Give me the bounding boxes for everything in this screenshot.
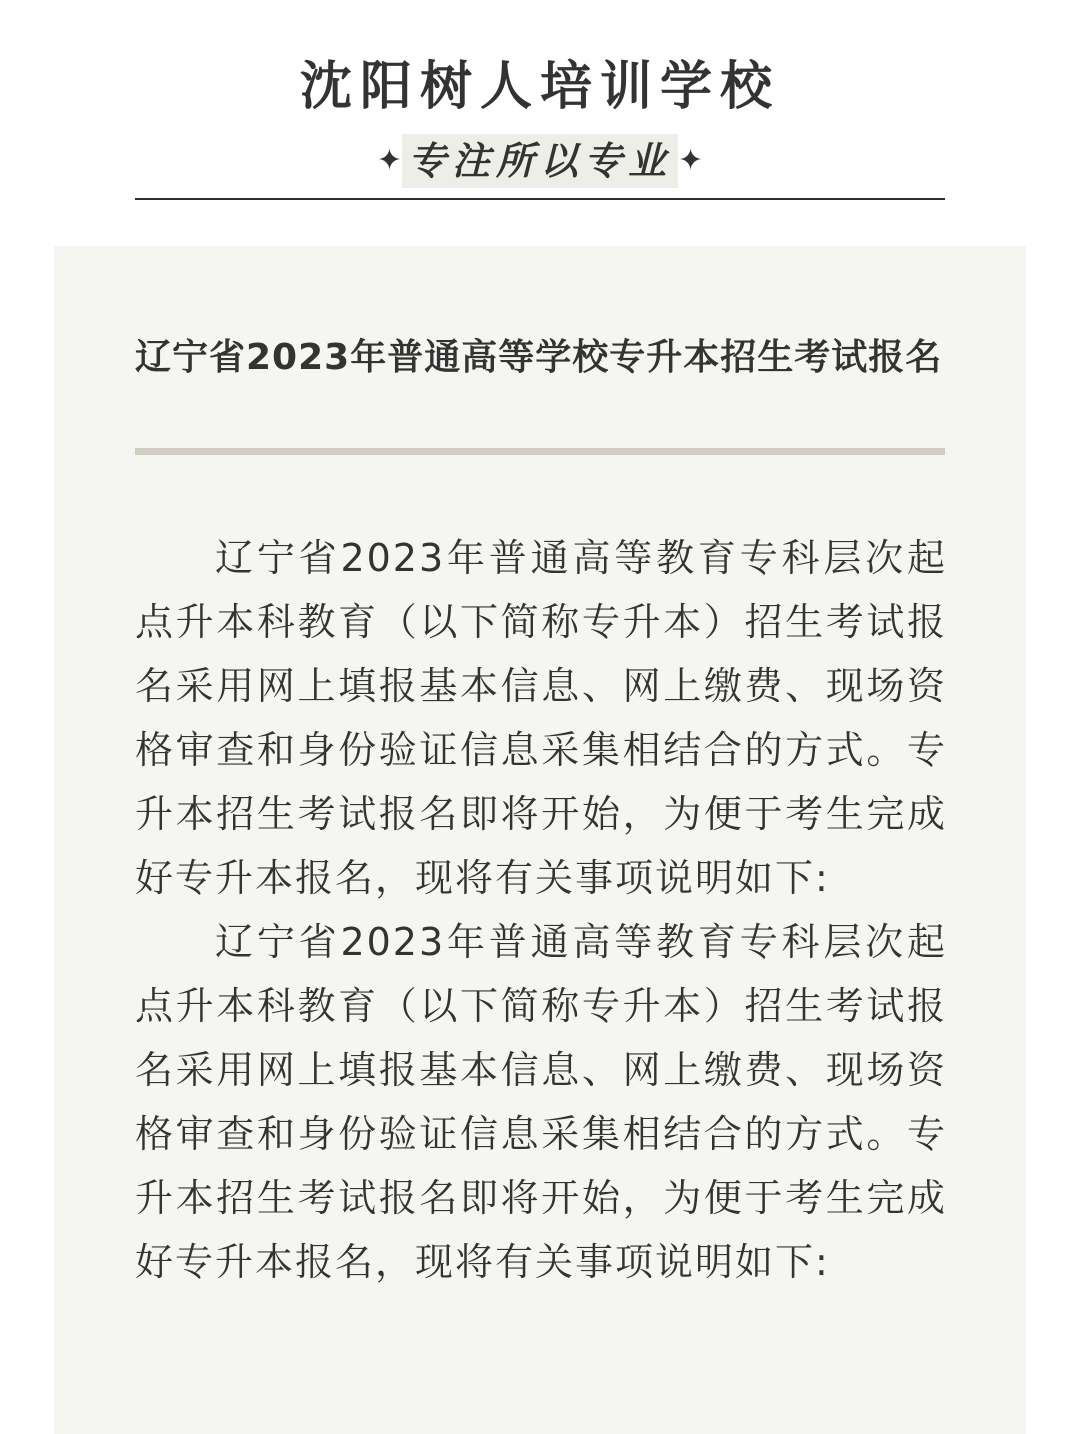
sparkle-icon: ✦ (376, 142, 402, 178)
sparkle-icon: ✦ (678, 142, 704, 178)
paragraph: 辽宁省2023年普通高等教育专科层次起点升本科教育（以下简称专升本）招生考试报名采用网上填报基本信息、网上缴费、现场资格审查和身份验证信息采集相结合的方式。专升本招生考试报名即将开始，为便于考生完成好专升本报名，现将有关事项说明如下: (135, 536, 947, 900)
article-body (135, 526, 947, 1294)
school-name: 沈阳树人培训学校 (299, 57, 780, 117)
slogan: 专注所以专业 (402, 134, 678, 188)
slogan-row (0, 132, 1080, 189)
title-divider (135, 448, 945, 455)
article-card (54, 246, 1026, 1434)
article-title: 辽宁省2023年普通高等学校专升本招生考试报名 (135, 337, 943, 378)
header (0, 0, 1080, 210)
paragraph: 辽宁省2023年普通高等教育专科层次起点升本科教育（以下简称专升本）招生考试报名采用网上填报基本信息、网上缴费、现场资格审查和身份验证信息采集相结合的方式。专升本招生考试报名即将开始，为便于考生完成好专升本报名，现将有关事项说明如下: (135, 920, 947, 1284)
header-divider (135, 198, 945, 200)
